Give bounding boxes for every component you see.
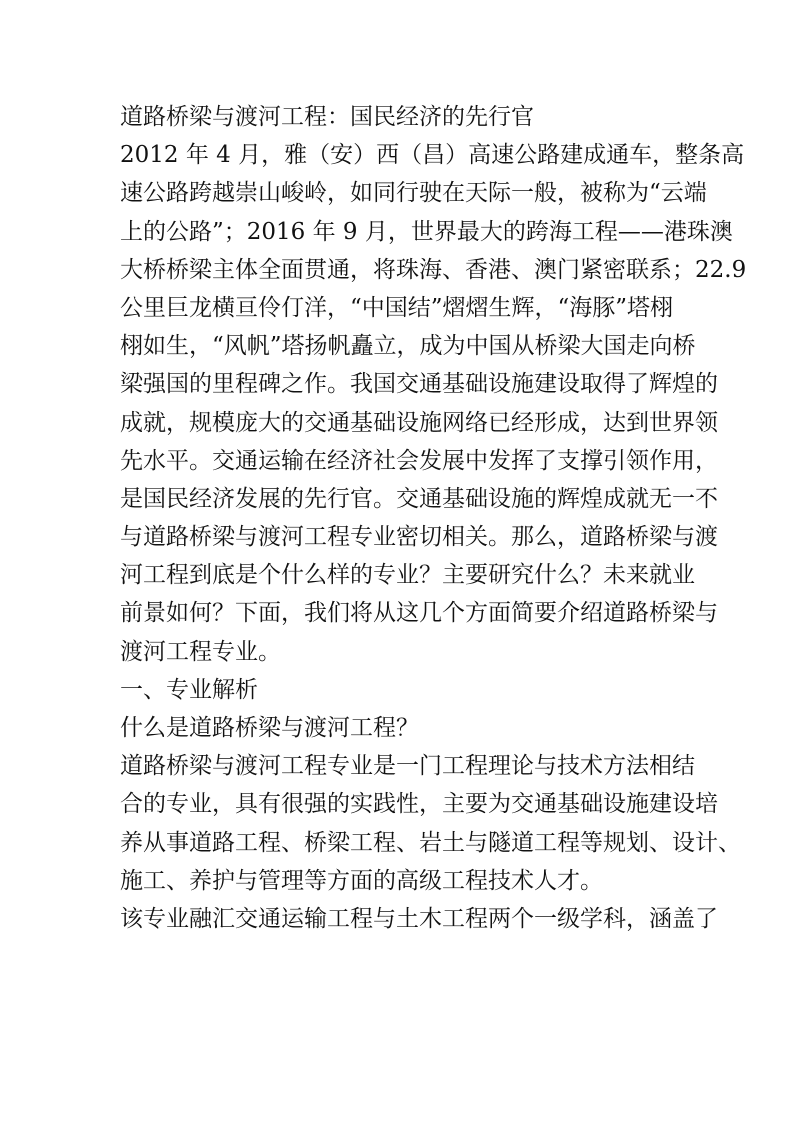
paragraph-line: 河工程到底是个什么样的专业？主要研究什么？未来就业 xyxy=(120,562,695,589)
paragraph-line: 公里巨龙横亘伶仃洋，“中国结”熠熠生辉，“海豚”塔栩 xyxy=(120,294,674,321)
section-heading: 一、专业解析 xyxy=(120,676,258,703)
paragraph-line: 渡河工程专业。 xyxy=(120,638,281,665)
paragraph-line: 先水平。交通运输在经济社会发展中发挥了支撑引领作用， xyxy=(120,447,718,474)
paragraph-line: 养从事道路工程、桥梁工程、岩土与隧道工程等规划、设计、 xyxy=(120,829,741,856)
intro-paragraph xyxy=(120,136,747,671)
paragraph-line: 前景如何？下面，我们将从这几个方面简要介绍道路桥梁与 xyxy=(120,600,718,627)
paragraph-line: 上的公路”；2016 年 9 月，世界最大的跨海工程——港珠澳 xyxy=(120,218,733,245)
paragraph-line: 施工、养护与管理等方面的高级工程技术人才。 xyxy=(120,867,603,894)
paragraph-line: 栩如生，“风帆”塔扬帆矗立，成为中国从桥梁大国走向桥 xyxy=(120,333,696,360)
paragraph-line: 是国民经济发展的先行官。交通基础设施的辉煌成就无一不 xyxy=(120,485,718,512)
document-page xyxy=(120,98,747,938)
definition-paragraph xyxy=(120,747,741,900)
paragraph-line: 成就，规模庞大的交通基础设施网络已经形成，达到世界领 xyxy=(120,409,718,436)
paragraph-line: 道路桥梁与渡河工程专业是一门工程理论与技术方法相结 xyxy=(120,753,695,780)
paragraph-line: 大桥桥梁主体全面贯通，将珠海、香港、澳门紧密联系；22.9 xyxy=(120,256,747,283)
subsection-question: 什么是道路桥梁与渡河工程？ xyxy=(120,715,419,741)
paragraph-line: 2012 年 4 月，雅（安）西（昌）高速公路建成通车，整条高 xyxy=(120,142,745,169)
paragraph-line: 该专业融汇交通运输工程与土木工程两个一级学科，涵盖了 xyxy=(120,905,718,932)
paragraph-line: 速公路跨越崇山峻岭，如同行驶在天际一般，被称为“云端 xyxy=(120,180,707,207)
paragraph-line: 合的专业，具有很强的实践性，主要为交通基础设施建设培 xyxy=(120,791,718,818)
document-title: 道路桥梁与渡河工程：国民经济的先行官 xyxy=(120,104,534,130)
paragraph-line: 与道路桥梁与渡河工程专业密切相关。那么，道路桥梁与渡 xyxy=(120,524,718,551)
paragraph-line: 梁强国的里程碑之作。我国交通基础设施建设取得了辉煌的 xyxy=(120,371,718,398)
